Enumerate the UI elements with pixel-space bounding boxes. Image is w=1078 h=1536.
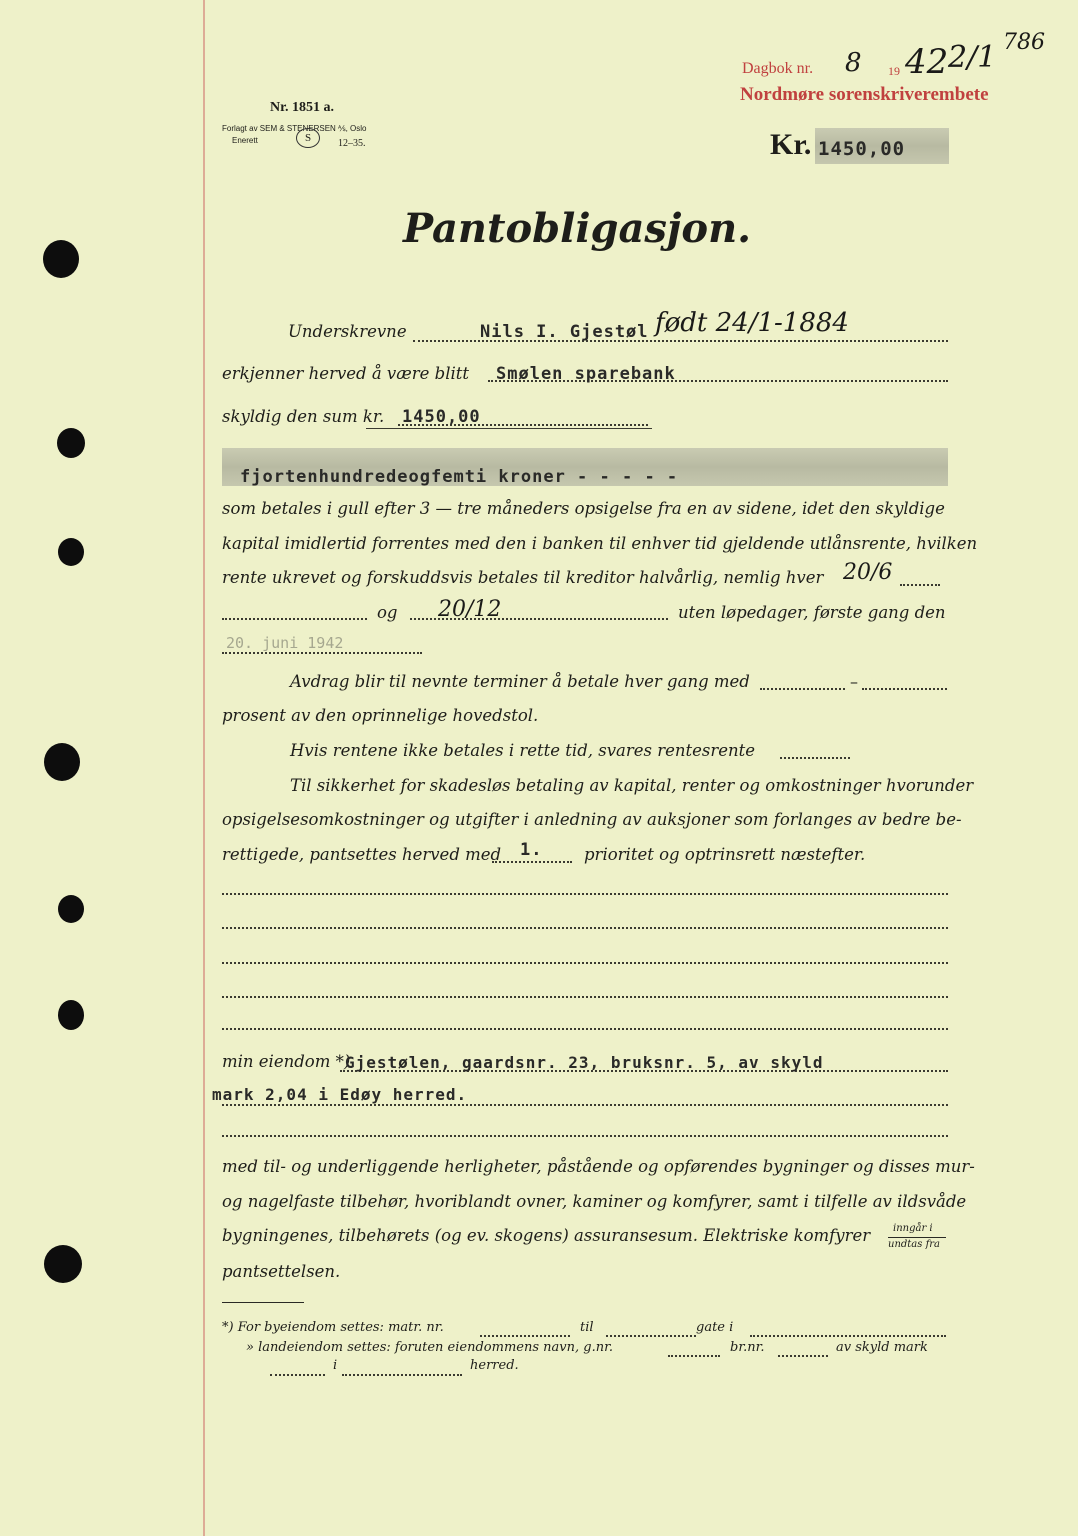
footnote-dots [342,1374,462,1376]
debt-underline [366,428,652,429]
blank-line [222,962,948,964]
publisher-code: 12–35. [338,138,366,149]
creditor-label: erkjenner herved å være blitt [222,364,470,383]
p4-line1: Til sikkerhet for skadesløs betaling av kapital, renter og omkostninger hvorunder [290,776,974,795]
p1-line1: som betales i gull efter 3 — tre måneders opsigelse fra en av sidene, idet den skyldige [222,499,945,518]
p1-line5-dots [222,652,422,654]
footnote-dots [606,1335,696,1337]
p2-dots-b [862,688,947,690]
p5-line3: bygningenes, tilbehørets (og ev. skogens) assuransesum. Elektriske komfyrer [222,1226,871,1245]
footnote-dots [480,1335,570,1337]
p1-line4-dots-a [222,618,367,620]
publisher-line: Forlagt av SEM & STENERSEN ⅍, Oslo [222,124,367,133]
p4-line3-end: prioritet og optrinsrett næstefter. [584,845,866,864]
p4-line3-start: rettigede, pantsettes herved med [222,845,502,864]
stamp-year: 42 [905,42,949,82]
debt-label: skyldig den sum kr. [222,407,385,426]
binder-hole [57,428,85,458]
page-title: Pantobligasjon. [403,205,752,252]
p5-frac-bottom: undtas fra [888,1239,941,1250]
p1-date2: 20/12 [438,597,502,622]
amount-words: fjortenhundredeogfemti kroner - - - - - [240,467,679,487]
property-label: min eiendom *) [222,1052,351,1071]
amount-label: Kr. [770,128,812,161]
stamp-date: 2/1 [948,40,997,75]
debt-value: 1450,00 [402,407,481,427]
footnote-dots [270,1374,325,1376]
footnote-line3-b: herred. [470,1358,519,1373]
form-number: Nr. 1851 a. [270,100,335,115]
creditor-value: Smølen sparebank [496,364,676,384]
p1-date1: 20/6 [843,560,893,585]
undersigned-label: Underskrevne [288,322,407,341]
footnote-line2-a: » landeiendom settes: foruten eiendommens navn, g.nr. [246,1340,613,1355]
footnote-dots [668,1355,720,1357]
stamp-number: 8 [845,48,862,78]
blank-line [222,927,948,929]
undersigned-birth: født 24/1-1884 [655,308,849,338]
property-dots-3 [222,1135,948,1137]
blank-line [222,1028,948,1030]
amount-value: 1450,00 [818,138,906,160]
property-value-1: Gjestølen, gaardsnr. 23, bruksnr. 5, av skyld [345,1053,824,1072]
binder-hole [44,743,80,781]
stamp-office: Nordmøre sorenskriverembete [740,84,989,105]
p1-og: og [377,603,398,622]
p3-dots [780,757,850,759]
footnote-line1-c: gate i [696,1320,734,1335]
publisher-enerett: Enerett [232,136,258,145]
blank-line [222,996,948,998]
p5-line4: pantsettelsen. [222,1262,341,1281]
p1-line2: kapital imidlertid forrentes med den i banken til enhver tid gjeldende utlånsrente, hvilken [222,534,978,553]
binder-hole [58,1000,84,1030]
property-dots-2 [222,1104,948,1106]
p5-frac-bar [888,1237,946,1238]
binder-hole [44,1245,82,1283]
undersigned-value: Nils I. Gjestøl [480,322,649,342]
page-number: 786 [1003,30,1045,55]
footnote-line1-b: til [580,1320,594,1335]
p3: Hvis rentene ikke betales i rette tid, svares rentesrente [290,741,756,760]
publisher-logo: S [296,128,320,148]
p4-line2: opsigelsesomkostninger og utgifter i anledning av auksjoner som forlanges av bedre be- [222,810,962,829]
footnote-line3-a: i [333,1358,338,1373]
p1-line3: rente ukrevet og forskuddsvis betales til kreditor halvårlig, nemlig hver [222,568,824,587]
property-value-2: mark 2,04 i Edøy herred. [212,1085,468,1104]
p4-priority: 1. [520,840,543,860]
binder-hole [43,240,79,278]
stamp-dagbok-label: Dagbok nr. [742,60,814,77]
margin-rule [203,0,205,1536]
p5-frac-top: inngår i [893,1223,933,1234]
footnote-line2-c: av skyld mark [836,1340,928,1355]
p5-line1: med til- og underliggende herligheter, påstående og opførendes bygninger og disses mur- [222,1157,975,1176]
p2-line2: prosent av den oprinnelige hovedstol. [222,706,539,725]
p2-dots-a [760,688,845,690]
binder-hole [58,538,84,566]
footnote-line2-b: br.nr. [730,1340,765,1355]
p2-dash: – [850,672,858,691]
p5-line2: og nagelfaste tilbehør, hvoriblandt ovner, kaminer og komfyrer, samt i tilfelle av ildsvåde [222,1192,967,1211]
p2-line1: Avdrag blir til nevnte terminer å betale hver gang med [290,672,750,691]
p1-first-date: 20. juni 1942 [226,634,344,652]
blank-line [222,893,948,895]
footnote-dots [750,1335,946,1337]
p4-priority-dots [492,861,572,863]
p1-line4-end: uten løpedager, første gang den [678,603,946,622]
p1-date1-dots [900,584,940,586]
footnote-line1-a: *) For byeiendom settes: matr. nr. [222,1320,444,1335]
binder-hole [58,895,84,923]
footnote-rule [222,1302,304,1303]
footnote-dots [778,1355,828,1357]
stamp-year-prefix: 19 [888,64,900,78]
